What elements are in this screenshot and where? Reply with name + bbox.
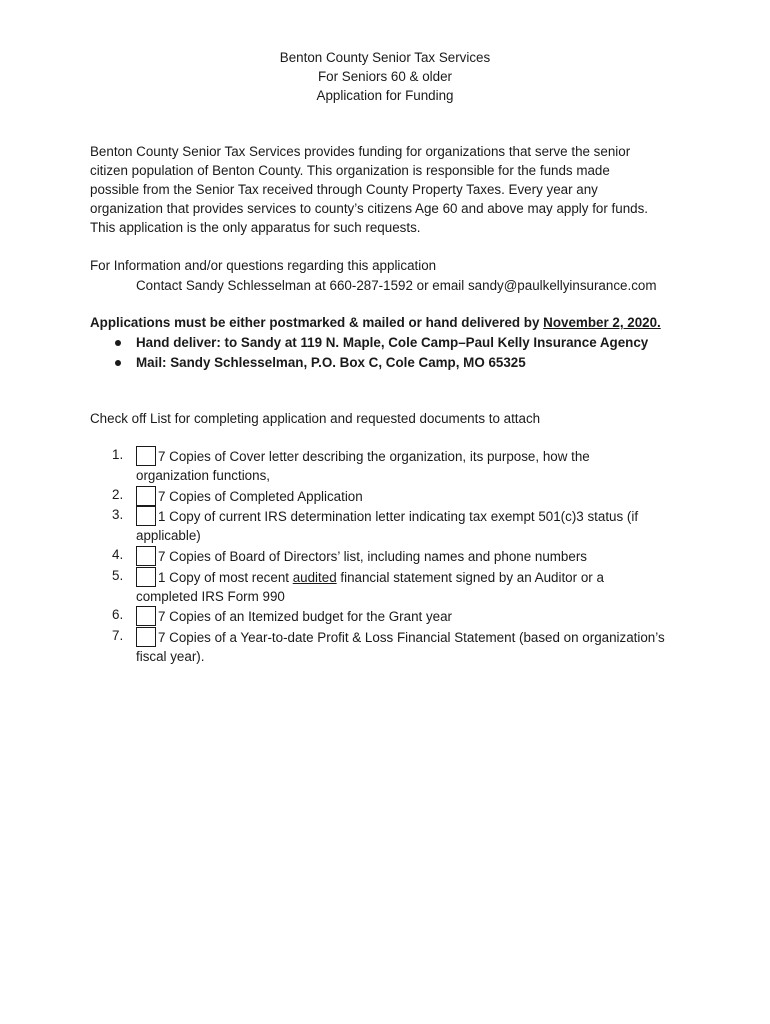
checkbox[interactable]	[136, 446, 156, 466]
item-text: 1 Copy of most recent	[158, 569, 293, 585]
item-text-continued: organization functions,	[136, 467, 270, 483]
item-text-continued: applicable)	[136, 528, 201, 544]
checkbox[interactable]	[136, 567, 156, 587]
item-number: 4.	[112, 546, 124, 562]
checkbox[interactable]	[136, 506, 156, 526]
bullet-mail	[90, 353, 730, 373]
item-number: 5.	[112, 567, 124, 583]
item-text: 7 Copies of Completed Application	[158, 488, 363, 504]
info-section	[90, 256, 710, 295]
header-organization-name: Benton County Senior Tax Services	[279, 50, 491, 65]
bullet-icon	[115, 340, 121, 346]
checklist-item	[90, 606, 690, 627]
checklist-item	[90, 627, 690, 667]
audited-emphasis: audited	[292, 569, 337, 585]
item-number: 6.	[112, 607, 124, 623]
header-eligibility: For Seniors 60 & older	[318, 69, 452, 84]
item-text: financial statement signed by an Auditor or a	[336, 569, 604, 585]
bullet-text: Mail: Sandy Schlesselman, P.O. Box C, Cole Camp, MO 65325	[136, 355, 526, 370]
item-text: 7 Copies of Board of Directors’ list, including names and phone numbers	[158, 548, 587, 564]
intro-paragraph	[90, 142, 680, 237]
checklist	[90, 446, 690, 667]
checkbox[interactable]	[136, 486, 156, 506]
intro-line: possible from the Senior Tax received through County Property Taxes. Every year any	[90, 182, 598, 197]
item-number: 1.	[112, 447, 124, 462]
intro-line: Benton County Senior Tax Services provides funding for organizations that serve the senior	[90, 144, 631, 159]
bullet-hand-deliver	[90, 333, 730, 353]
bullet-text: Hand deliver: to Sandy at 119 N. Maple, Cole Camp–Paul Kelly Insurance Agency	[136, 335, 649, 350]
item-text-continued: fiscal year).	[136, 648, 205, 664]
bullet-icon	[115, 360, 121, 366]
checkbox[interactable]	[136, 627, 156, 647]
item-text: 7 Copies of Cover letter describing the organization, its purpose, how the	[158, 449, 590, 464]
item-text: 7 Copies of a Year-to-date Profit & Loss Financial Statement (based on organization’s	[158, 630, 665, 646]
applications-lead-text: Applications must be either postmarked & mailed or hand delivered by	[90, 315, 544, 330]
info-heading: For Information and/or questions regarding this application	[90, 258, 437, 273]
item-text: 7 Copies of an Itemized budget for the Grant year	[158, 609, 453, 625]
applications-deadline-line	[90, 313, 730, 333]
intro-line: citizen population of Benton County. This organization is responsible for the funds made	[90, 163, 610, 178]
item-number: 3.	[112, 507, 124, 523]
item-text-continued: completed IRS Form 990	[136, 588, 285, 604]
header-document-title: Application for Funding	[316, 88, 454, 103]
deadline-date: November 2, 2020.	[543, 315, 661, 330]
checklist-item	[90, 446, 690, 486]
checkbox[interactable]	[136, 606, 156, 626]
checkbox[interactable]	[136, 546, 156, 566]
item-number: 2.	[112, 486, 124, 502]
contact-line: Contact Sandy Schlesselman at 660-287-1592 or email sandy@paulkellyinsurance.com	[136, 277, 657, 293]
document-header	[0, 48, 770, 105]
item-text: 1 Copy of current IRS determination letter indicating tax exempt 501(c)3 status (if	[158, 509, 639, 525]
checklist-item	[90, 506, 690, 546]
checklist-item	[90, 546, 690, 567]
checklist-title: Check off List for completing application and requested documents to attach	[90, 411, 541, 426]
item-number: 7.	[112, 628, 124, 644]
checklist-item	[90, 486, 690, 507]
intro-line: organization that provides services to county’s citizens Age 60 and above may apply for funds.	[90, 201, 649, 216]
intro-line: This application is the only apparatus for such requests.	[90, 220, 421, 235]
checklist-item	[90, 567, 690, 607]
applications-section	[90, 313, 730, 373]
